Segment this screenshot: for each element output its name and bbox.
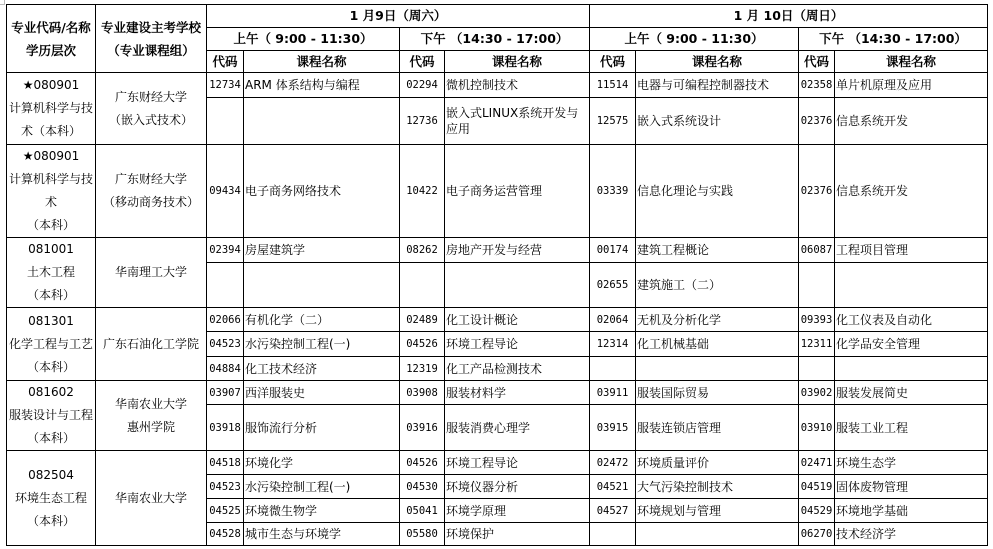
course-name: 环境工程导论 bbox=[445, 332, 590, 357]
course-code: 05580 bbox=[400, 523, 445, 546]
major-cell-line: 081301 bbox=[28, 313, 74, 328]
course-name: 服装连锁店管理 bbox=[636, 405, 799, 451]
course-name: 化工机械基础 bbox=[636, 332, 799, 357]
course-code: 02472 bbox=[590, 451, 636, 475]
course-code: 04523 bbox=[207, 332, 244, 357]
school-cell-line: 广东财经大学 bbox=[114, 89, 187, 104]
major-cell bbox=[7, 451, 96, 546]
exam-schedule-table bbox=[6, 4, 988, 546]
course-code: 04884 bbox=[207, 357, 244, 381]
course-name: 固体废物管理 bbox=[835, 475, 988, 499]
course-code bbox=[207, 98, 244, 145]
course-code bbox=[590, 523, 636, 546]
course-name: 建筑工程概论 bbox=[636, 238, 799, 263]
course-name: 信息系统开发 bbox=[835, 98, 988, 145]
course-name bbox=[835, 357, 988, 381]
course-code: 02358 bbox=[799, 73, 835, 98]
major-cell-line: （本科） bbox=[26, 359, 75, 374]
major-cell bbox=[7, 145, 96, 238]
course-code: 03902 bbox=[799, 381, 835, 405]
course-code: 09434 bbox=[207, 145, 244, 238]
course-code: 12314 bbox=[590, 332, 636, 357]
major-cell-line: 计算机科学与技 bbox=[8, 101, 93, 115]
course-code: 02064 bbox=[590, 308, 636, 332]
course-name: 化工技术经济 bbox=[244, 357, 400, 381]
course-name: 技术经济学 bbox=[835, 523, 988, 546]
course-code: 04529 bbox=[799, 499, 835, 523]
major-header bbox=[7, 5, 96, 73]
course-name bbox=[244, 98, 400, 145]
course-name: 化工产品检测技术 bbox=[445, 357, 590, 381]
course-name: 环境生态学 bbox=[835, 451, 988, 475]
major-header-line: 学历层次 bbox=[25, 42, 76, 58]
course-name: 化工仪表及自动化 bbox=[835, 308, 988, 332]
course-code: 04519 bbox=[799, 475, 835, 499]
course-name: 服装工业工程 bbox=[835, 405, 988, 451]
major-cell-line: 计算机科学与技 bbox=[8, 172, 93, 186]
major-cell-line: 081602 bbox=[28, 385, 74, 399]
course-name-column-header: 课程名称 bbox=[244, 51, 400, 73]
table-row bbox=[7, 238, 988, 263]
course-name: 环境仪器分析 bbox=[445, 475, 590, 499]
course-name: 环境地学基础 bbox=[835, 499, 988, 523]
course-name: 服饰流行分析 bbox=[244, 405, 400, 451]
course-code: 09393 bbox=[799, 308, 835, 332]
course-code: 02294 bbox=[400, 73, 445, 98]
course-code bbox=[207, 263, 244, 308]
course-code: 06270 bbox=[799, 523, 835, 546]
course-code: 12311 bbox=[799, 332, 835, 357]
course-name: 水污染控制工程(一) bbox=[244, 332, 400, 357]
course-name: 工程项目管理 bbox=[835, 238, 988, 263]
course-name: 建筑施工（二） bbox=[636, 263, 799, 308]
major-cell-line: 环境生态工程 bbox=[14, 490, 87, 505]
course-code: 04526 bbox=[400, 332, 445, 357]
school-cell-line: 华南农业大学 bbox=[114, 490, 187, 505]
course-code: 04526 bbox=[400, 451, 445, 475]
course-code: 03918 bbox=[207, 405, 244, 451]
course-name: 房地产开发与经营 bbox=[445, 238, 590, 263]
course-code: 03916 bbox=[400, 405, 445, 451]
course-name: 化工设计概论 bbox=[445, 308, 590, 332]
school-header bbox=[96, 5, 207, 73]
major-cell-line: （本科） bbox=[26, 218, 75, 232]
course-name bbox=[445, 263, 590, 308]
course-code: 03339 bbox=[590, 145, 636, 238]
major-cell-line: 术（本科） bbox=[20, 124, 81, 138]
major-cell-line: （本科） bbox=[26, 288, 75, 302]
major-cell-line: 术 bbox=[44, 195, 57, 209]
table-row bbox=[7, 451, 988, 475]
course-name: 微机控制技术 bbox=[445, 73, 590, 98]
course-code: 04523 bbox=[207, 475, 244, 499]
course-name: 有机化学（二） bbox=[244, 308, 400, 332]
school-cell bbox=[96, 145, 207, 238]
major-cell-line: 081001 bbox=[28, 242, 74, 256]
course-name: 单片机原理及应用 bbox=[835, 73, 988, 98]
course-code: 10422 bbox=[400, 145, 445, 238]
course-code: 06087 bbox=[799, 238, 835, 263]
major-cell-line: （本科） bbox=[26, 513, 75, 528]
course-name bbox=[244, 263, 400, 308]
course-code: 02655 bbox=[590, 263, 636, 308]
major-cell-line: 土木工程 bbox=[26, 265, 75, 279]
course-name: 嵌入式系统设计 bbox=[636, 98, 799, 145]
school-cell-line: 华南农业大学 bbox=[114, 396, 187, 411]
course-name: 服装发展简史 bbox=[835, 381, 988, 405]
school-cell-line: 惠州学院 bbox=[126, 419, 175, 434]
school-cell bbox=[96, 73, 207, 145]
course-code: 04521 bbox=[590, 475, 636, 499]
major-cell-line: 服装设计与工程 bbox=[8, 408, 93, 422]
course-name bbox=[636, 357, 799, 381]
afternoon-session-header: 下午 （14:30 - 17:00） bbox=[799, 28, 988, 51]
course-name: 水污染控制工程(一) bbox=[244, 475, 400, 499]
course-name: 服装消费心理学 bbox=[445, 405, 590, 451]
course-code: 12319 bbox=[400, 357, 445, 381]
school-cell bbox=[96, 451, 207, 546]
course-name: 环境质量评价 bbox=[636, 451, 799, 475]
course-name-column-header: 课程名称 bbox=[835, 51, 988, 73]
course-code: 00174 bbox=[590, 238, 636, 263]
course-code: 02066 bbox=[207, 308, 244, 332]
major-cell-line: ★080901 bbox=[22, 149, 80, 163]
sheet-corner bbox=[0, 0, 5, 5]
morning-session-header: 上午（ 9:00 - 11:30） bbox=[207, 28, 400, 51]
course-code: 02489 bbox=[400, 308, 445, 332]
course-code: 11514 bbox=[590, 73, 636, 98]
school-header-line: （专业课程组） bbox=[107, 42, 195, 58]
course-name bbox=[636, 523, 799, 546]
course-code: 12734 bbox=[207, 73, 244, 98]
course-name: 环境化学 bbox=[244, 451, 400, 475]
course-name: 西洋服装史 bbox=[244, 381, 400, 405]
course-name: 环境学原理 bbox=[445, 499, 590, 523]
school-cell-line: 广东石油化工学院 bbox=[102, 336, 199, 351]
course-code: 02376 bbox=[799, 145, 835, 238]
course-name-column-header: 课程名称 bbox=[636, 51, 799, 73]
course-name: 无机及分析化学 bbox=[636, 308, 799, 332]
course-code: 03915 bbox=[590, 405, 636, 451]
code-column-header: 代码 bbox=[207, 51, 244, 73]
course-code: 04525 bbox=[207, 499, 244, 523]
major-cell-line: （本科） bbox=[26, 431, 75, 445]
course-code bbox=[590, 357, 636, 381]
major-cell bbox=[7, 73, 96, 145]
morning-session-header: 上午（ 9:00 - 11:30） bbox=[590, 28, 799, 51]
major-cell bbox=[7, 308, 96, 381]
code-column-header: 代码 bbox=[590, 51, 636, 73]
course-name: ARM 体系结构与编程 bbox=[244, 73, 400, 98]
course-name: 环境规划与管理 bbox=[636, 499, 799, 523]
course-name: 电子商务运营管理 bbox=[445, 145, 590, 238]
table-row bbox=[7, 73, 988, 98]
course-name: 环境保护 bbox=[445, 523, 590, 546]
course-name: 信息系统开发 bbox=[835, 145, 988, 238]
course-code: 08262 bbox=[400, 238, 445, 263]
course-code: 05041 bbox=[400, 499, 445, 523]
school-cell bbox=[96, 238, 207, 308]
course-name: 信息化理论与实践 bbox=[636, 145, 799, 238]
course-name: 嵌入式LINUX系统开发与应用 bbox=[445, 98, 590, 145]
code-column-header: 代码 bbox=[400, 51, 445, 73]
course-name: 房屋建筑学 bbox=[244, 238, 400, 263]
course-name: 电子商务网络技术 bbox=[244, 145, 400, 238]
school-cell-line: （嵌入式技术） bbox=[108, 112, 193, 127]
course-code: 04528 bbox=[207, 523, 244, 546]
major-cell-line: 082504 bbox=[28, 467, 74, 482]
course-name: 化学品安全管理 bbox=[835, 332, 988, 357]
course-name: 环境微生物学 bbox=[244, 499, 400, 523]
major-cell bbox=[7, 381, 96, 451]
course-code: 04530 bbox=[400, 475, 445, 499]
course-code bbox=[400, 263, 445, 308]
course-name: 服装材料学 bbox=[445, 381, 590, 405]
course-name: 服装国际贸易 bbox=[636, 381, 799, 405]
school-cell-line: 华南理工大学 bbox=[114, 265, 187, 279]
school-cell-line: （移动商务技术） bbox=[102, 195, 199, 209]
school-header-line: 专业建设主考学校 bbox=[100, 19, 201, 35]
course-code: 02471 bbox=[799, 451, 835, 475]
school-cell-line: 广东财经大学 bbox=[114, 172, 187, 186]
day-header: 1 月9日（周六） bbox=[207, 5, 590, 28]
course-code: 04518 bbox=[207, 451, 244, 475]
course-name: 环境工程导论 bbox=[445, 451, 590, 475]
course-name bbox=[835, 263, 988, 308]
course-name: 电器与可编程控制器技术 bbox=[636, 73, 799, 98]
course-code: 12575 bbox=[590, 98, 636, 145]
course-code: 03908 bbox=[400, 381, 445, 405]
table-row bbox=[7, 381, 988, 405]
major-header-line: 专业代码/名称 bbox=[11, 19, 91, 35]
table-row bbox=[7, 145, 988, 238]
course-code: 04527 bbox=[590, 499, 636, 523]
course-code bbox=[799, 357, 835, 381]
major-cell-line: 化学工程与工艺 bbox=[8, 336, 93, 351]
school-cell bbox=[96, 381, 207, 451]
course-code: 03907 bbox=[207, 381, 244, 405]
course-code: 03911 bbox=[590, 381, 636, 405]
course-name: 大气污染控制技术 bbox=[636, 475, 799, 499]
table-row bbox=[7, 308, 988, 332]
afternoon-session-header: 下午 （14:30 - 17:00） bbox=[400, 28, 590, 51]
course-name: 城市生态与环境学 bbox=[244, 523, 400, 546]
major-cell bbox=[7, 238, 96, 308]
day-header: 1 月 10日（周日） bbox=[590, 5, 988, 28]
course-code: 12736 bbox=[400, 98, 445, 145]
course-name-column-header: 课程名称 bbox=[445, 51, 590, 73]
major-cell-line: ★080901 bbox=[22, 78, 80, 92]
course-code: 02376 bbox=[799, 98, 835, 145]
school-cell bbox=[96, 308, 207, 381]
code-column-header: 代码 bbox=[799, 51, 835, 73]
course-code: 02394 bbox=[207, 238, 244, 263]
course-code bbox=[799, 263, 835, 308]
course-code: 03910 bbox=[799, 405, 835, 451]
